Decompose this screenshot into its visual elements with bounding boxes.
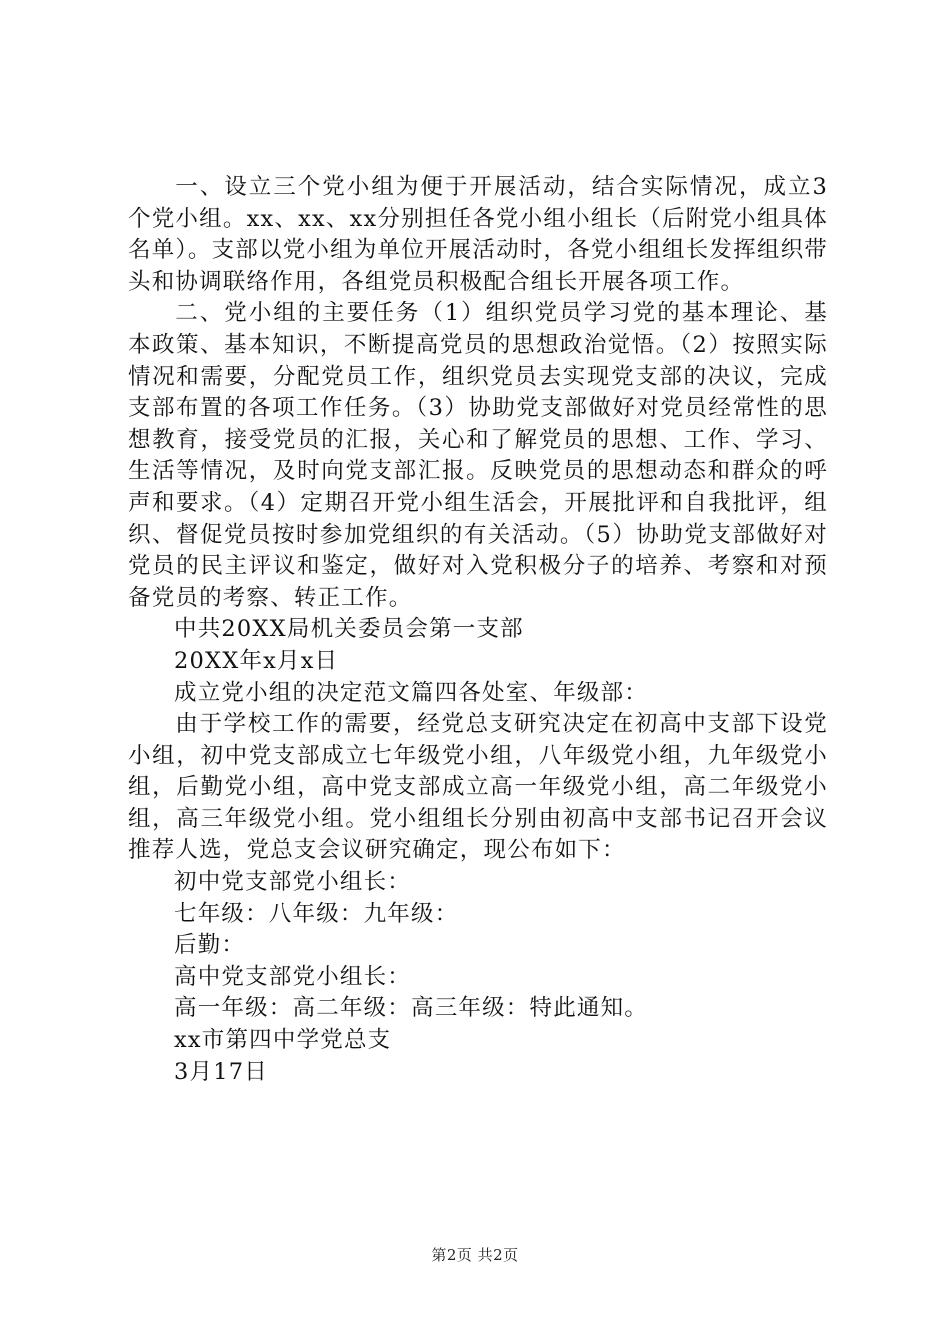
document-body (128, 172, 828, 1088)
junior-branch-heading: 初中党支部党小组长： (174, 869, 412, 896)
junior-grades-line: 七年级：八年级：九年级： (174, 900, 459, 927)
logistics-line: 后勤： (174, 932, 246, 959)
paragraph-decision: 由于学校工作的需要，经党总支研究决定在初高中支部下设党小组，初中党支部成立七年级党小组，八年级党小组，九年级党小组，后勤党小组，高中党支部成立高一年级党小组，高二年级党小组，高三年级党小组。党小组组长分别由初高中支部书记召开会议推荐人选，党总支会议研究确定，现公布如下： (128, 711, 828, 864)
section-heading: 成立党小组的决定范文篇四各处室、年级部： (174, 679, 649, 706)
school-signature: xx市第四中学党总支 (174, 1027, 392, 1054)
signature-date: 20XX年x月x日 (174, 647, 339, 674)
paragraph-main-tasks: 二、党小组的主要任务（1）组织党员学习党的基本理论、基本政策、基本知识，不断提高党员的思想政治觉悟。（2）按照实际情况和需要，分配党员工作，组织党员去实现党支部的决议，完成支部布置的各项工作任务。（3）协助党支部做好对党员经常性的思想教育，接受党员的汇报，关心和了解党员的思想、工作、学习、生活等情况，及时向党支部汇报。反映党员的思想动态和群众的呼声和要求。（4）定期召开党小组生活会，开展批评和自我批评，组织、督促党员按时参加党组织的有关活动。（5）协助党支部做好对党员的民主评议和鉴定，做好对入党积极分子的培养、考察和对预备党员的考察、转正工作。 (128, 300, 828, 611)
school-date: 3月17日 (174, 1058, 268, 1085)
senior-grades-line: 高一年级：高二年级：高三年级：特此通知。 (174, 995, 649, 1022)
signature-organization: 中共20XX局机关委员会第一支部 (174, 616, 524, 643)
page-number-footer: 第2页 共2页 (431, 1246, 519, 1264)
senior-branch-heading: 高中党支部党小组长： (174, 963, 412, 990)
paragraph-establish-groups: 一、设立三个党小组为便于开展活动，结合实际情况，成立3个党小组。xx、xx、xx分别担任各党小组小组长（后附党小组具体名单）。支部以党小组为单位开展活动时，各党小组组长发挥组织带头和协调联络作用，各组党员积极配合组长开展各项工作。 (128, 174, 828, 295)
